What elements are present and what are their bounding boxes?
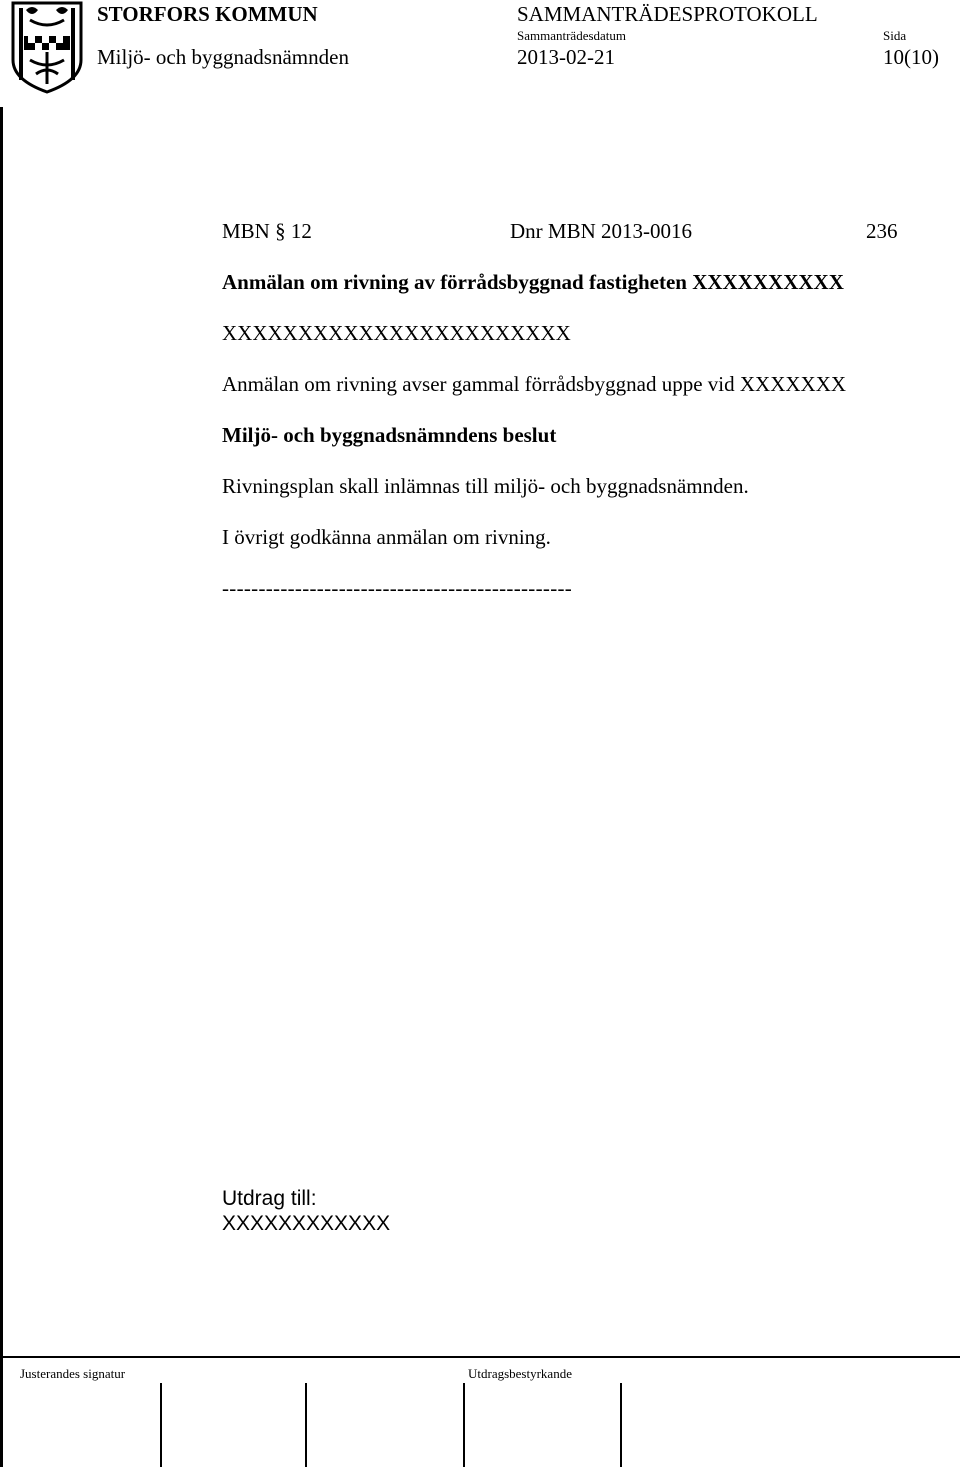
redacted-line: XXXXXXXXXXXXXXXXXXXXXXX (222, 321, 571, 345)
paragraph-reference: MBN § 12 (222, 219, 312, 243)
case-number: 236 (866, 219, 898, 243)
signature-label: Justerandes signatur (20, 1366, 126, 1381)
left-margin-rule (0, 107, 3, 1467)
page-number: 10(10) (883, 45, 939, 69)
meeting-date-label: Sammanträdesdatum (517, 28, 627, 43)
coat-of-arms-icon (10, 0, 84, 94)
diary-number: Dnr MBN 2013-0016 (510, 219, 692, 243)
signature-box-divider (160, 1383, 162, 1467)
signature-box-divider (463, 1383, 465, 1467)
case-description: Anmälan om rivning avser gammal förrådsbyggnad uppe vid XXXXXXX (222, 372, 847, 396)
extract-recipient: XXXXXXXXXXXX (222, 1212, 391, 1235)
page-label: Sida (883, 28, 907, 43)
organization-name: STORFORS KOMMUN (97, 2, 318, 26)
section-separator: ------------------------------------------------ (222, 576, 573, 600)
decision-text-1: Rivningsplan skall inlämnas till miljö- och byggnadsnämnden. (222, 474, 749, 498)
decision-heading: Miljö- och byggnadsnämndens beslut (222, 423, 557, 447)
signature-box-divider (620, 1383, 622, 1467)
document-type: SAMMANTRÄDESPROTOKOLL (517, 2, 818, 26)
committee-name: Miljö- och byggnadsnämnden (97, 45, 349, 69)
case-title: Anmälan om rivning av förrådsbyggnad fastigheten XXXXXXXXXX (222, 270, 844, 294)
meeting-date: 2013-02-21 (517, 45, 615, 69)
footer-rule (0, 1356, 960, 1358)
decision-text-2: I övrigt godkänna anmälan om rivning. (222, 525, 551, 549)
certification-label: Utdragsbestyrkande (468, 1366, 572, 1381)
signature-box-divider (305, 1383, 307, 1467)
extract-label: Utdrag till: (222, 1187, 317, 1210)
